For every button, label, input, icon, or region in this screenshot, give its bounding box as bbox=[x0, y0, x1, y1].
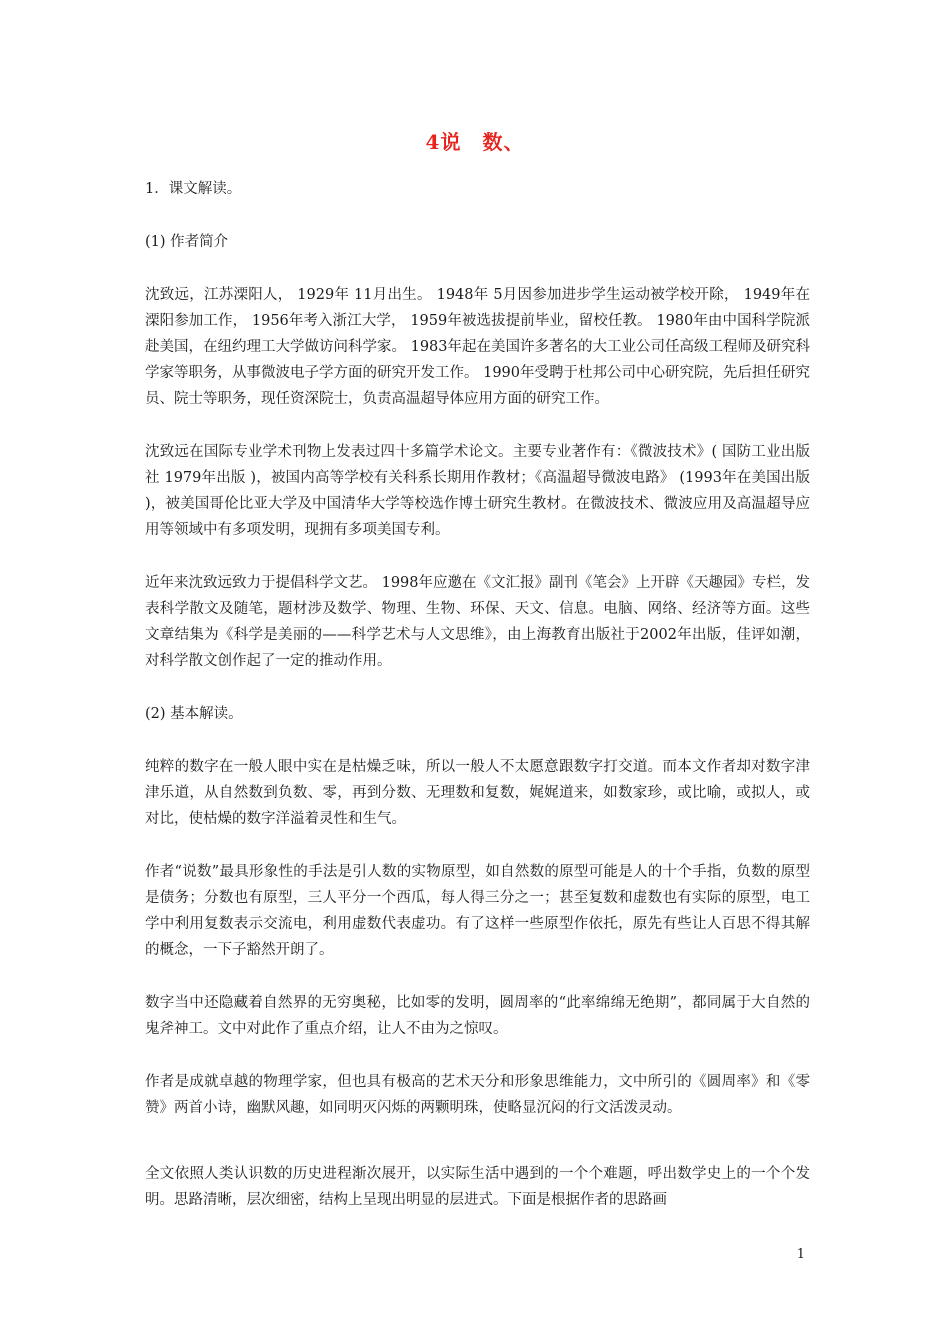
paragraph-author-bio: 沈致远，江苏溧阳人， 1929年 11月出生。 1948年 5月因参加进步学生运动被学校开除， 1949年在溧阳参加工作， 1956年考入浙江大学， 1959年被选拔提前毕业，留校任教。 1980年由中国科学院派赴美国，在纽约理工大学做访问科学家。 1983年起在美国许多著名的大工业公司任高级工程师及研究科学家等职务，从事微波电子学方面的研究开发工作。 1990年受聘于杜邦公司中心研究院，先后担任研究员、院士等职务，现任资深院士，负责高温超导体应用方面的研究工作。 bbox=[145, 287, 811, 407]
section-heading-basic-reading: (2) 基本解读。 bbox=[145, 706, 243, 722]
paragraph-number-prototypes: 作者“说数”最具形象性的手法是引人数的实物原型，如自然数的原型可能是人的十个手指，负数的原型是债务；分数也有原型，三人平分一个西瓜，每人得三分之一；甚至复数和虚数也有实际的原型，电工学中利用复数表示交流电，利用虚数代表虚功。有了这样一些原型作依托，原先有些让人百思不得其解的概念，一下子豁然开朗了。 bbox=[145, 864, 810, 958]
section-heading-author-intro: (1) 作者简介 bbox=[145, 234, 229, 250]
paragraph-author-poems: 作者是成就卓越的物理学家，但也具有极高的艺术天分和形象思维能力，文中所引的《圆周率》和《零赞》两首小诗，幽默风趣，如同明灭闪烁的两颗明珠，使略显沉闷的行文活泼灵动。 bbox=[145, 1074, 810, 1116]
page-number: 1 bbox=[796, 1247, 805, 1262]
paragraph-author-publications: 沈致远在国际专业学术刊物上发表过四十多篇学术论文。主要专业著作有：《微波技术》( 国防工业出版社 1979年出版 )，被国内高等学校有关科系长期用作教材；《高温超导微波电路》 (1993年在美国出版 )，被美国哥伦比亚大学及中国清华大学等校选作博士研究生教材。在微波技术、微波应用及高温超导应用等领域中有多项发明，现拥有多项美国专利。 bbox=[145, 444, 810, 538]
document-body bbox=[145, 176, 810, 1240]
paragraph-science-literature: 近年来沈致远致力于提倡科学文艺。 1998年应邀在《文汇报》副刊《笔会》上开辟《天趣园》专栏，发表科学散文及随笔，题材涉及数学、物理、生物、环保、天文、信息。电脑、网络、经济等方面。这些文章结集为《科学是美丽的——科学艺术与人文思维》，由上海教育出版社于2002年出版，佳评如潮，对科学散文创作起了一定的推动作用。 bbox=[145, 575, 811, 669]
paragraph-nature-mysteries: 数字当中还隐藏着自然界的无穷奥秘，比如零的发明，圆周率的“此率绵绵无绝期”，都同属于大自然的鬼斧神工。文中对此作了重点介绍，让人不由为之惊叹。 bbox=[145, 995, 810, 1037]
document-title: 4说 数、 bbox=[425, 130, 525, 154]
section-heading-lesson-reading: 1．课文解读。 bbox=[145, 181, 242, 197]
paragraph-numbers-intro: 纯粹的数字在一般人眼中实在是枯燥乏味，所以一般人不太愿意跟数字打交道。而本文作者却对数字津津乐道，从自然数到负数、零，再到分数、无理数和复数，娓娓道来，如数家珍，或比喻，或拟人，或对比，使枯燥的数字洋溢着灵性和生气。 bbox=[145, 759, 810, 827]
paragraph-structure: 全文依照人类认识数的历史进程渐次展开，以实际生活中遇到的一个个难题，呼出数学史上的一个个发明。思路清晰，层次细密，结构上呈现出明显的层进式。下面是根据作者的思路画 bbox=[145, 1166, 810, 1208]
